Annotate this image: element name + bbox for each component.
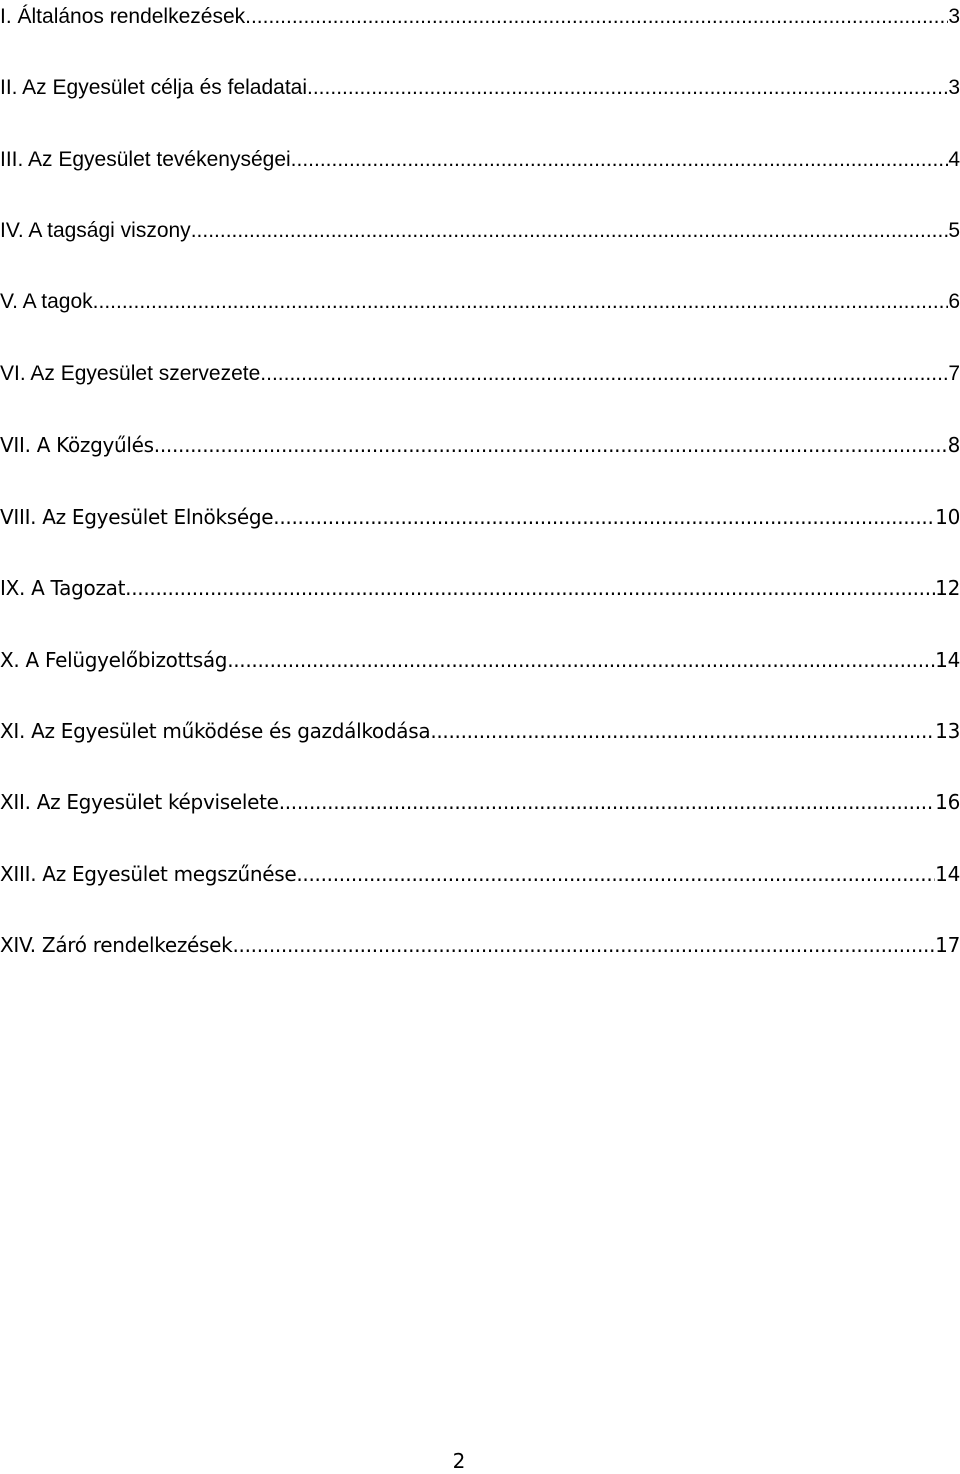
toc-dot-leader xyxy=(227,643,935,677)
toc-dot-leader xyxy=(307,71,948,105)
toc-entry-title: I. Általános rendelkezések xyxy=(0,5,246,28)
toc-entry-title: VI. Az Egyesület szervezete xyxy=(0,362,261,385)
toc-entry[interactable] xyxy=(0,571,960,605)
toc-entry[interactable] xyxy=(0,0,960,34)
toc-entry-title: IV. A tagsági viszony xyxy=(0,219,191,242)
toc-entry-page: 14 xyxy=(935,648,960,672)
toc-entry-title: XI. Az Egyesület működése és gazdálkodása xyxy=(0,719,431,743)
toc-entry-title: VIII. Az Egyesület Elnöksége xyxy=(0,505,274,529)
toc-entry[interactable] xyxy=(0,357,960,391)
page-number: 2 xyxy=(452,1449,466,1473)
toc-entry[interactable] xyxy=(0,71,960,105)
toc-entry-page: 7 xyxy=(948,362,960,385)
toc-entry[interactable] xyxy=(0,785,960,819)
toc-dot-leader xyxy=(232,928,935,962)
toc-entry[interactable] xyxy=(0,928,960,962)
toc-entry-page: 13 xyxy=(935,719,960,743)
toc-dot-leader xyxy=(296,857,935,891)
toc-entry-title: III. Az Egyesület tevékenységei xyxy=(0,148,291,171)
toc-entry-page: 17 xyxy=(935,933,960,957)
toc-entry-title: II. Az Egyesület célja és feladatai xyxy=(0,76,308,99)
toc-dot-leader xyxy=(291,143,949,177)
toc-dot-leader xyxy=(430,714,935,748)
toc-dot-leader xyxy=(125,571,935,605)
toc-entry[interactable] xyxy=(0,285,960,319)
toc-entry[interactable] xyxy=(0,143,960,177)
toc-entry-page: 3 xyxy=(948,5,960,28)
toc-entry-page: 16 xyxy=(935,790,960,814)
toc-entry-title: XIII. Az Egyesület megszűnése xyxy=(0,862,297,886)
toc-entry-page: 8 xyxy=(947,433,960,457)
toc-dot-leader xyxy=(191,214,949,248)
toc-entry[interactable] xyxy=(0,428,960,462)
toc-entry[interactable] xyxy=(0,214,960,248)
toc-entry-page: 4 xyxy=(948,148,960,171)
toc-entry-page: 5 xyxy=(948,219,960,242)
toc-entry-page: 14 xyxy=(935,862,960,886)
toc-dot-leader xyxy=(154,428,948,462)
toc-entry-title: VII. A Közgyűlés xyxy=(0,433,154,457)
toc-entry-page: 10 xyxy=(935,505,960,529)
toc-dot-leader xyxy=(279,785,935,819)
toc-entry-title: X. A Felügyelőbizottság xyxy=(0,648,228,672)
toc-dot-leader xyxy=(245,0,948,34)
toc-dot-leader xyxy=(93,285,949,319)
toc-entry[interactable] xyxy=(0,857,960,891)
toc-dot-leader xyxy=(260,357,948,391)
toc-entry-title: IX. A Tagozat xyxy=(0,576,126,600)
toc-entry-title: XII. Az Egyesület képviselete xyxy=(0,790,279,814)
toc-entry-page: 12 xyxy=(935,576,960,600)
toc-entry[interactable] xyxy=(0,500,960,534)
toc-entry-title: V. A tagok xyxy=(0,290,93,313)
toc-entry[interactable] xyxy=(0,714,960,748)
toc-entry-title: XIV. Záró rendelkezések xyxy=(0,933,233,957)
toc-dot-leader xyxy=(273,500,935,534)
toc-entry[interactable] xyxy=(0,643,960,677)
toc-entry-page: 6 xyxy=(948,290,960,313)
toc-entry-page: 3 xyxy=(948,76,960,99)
